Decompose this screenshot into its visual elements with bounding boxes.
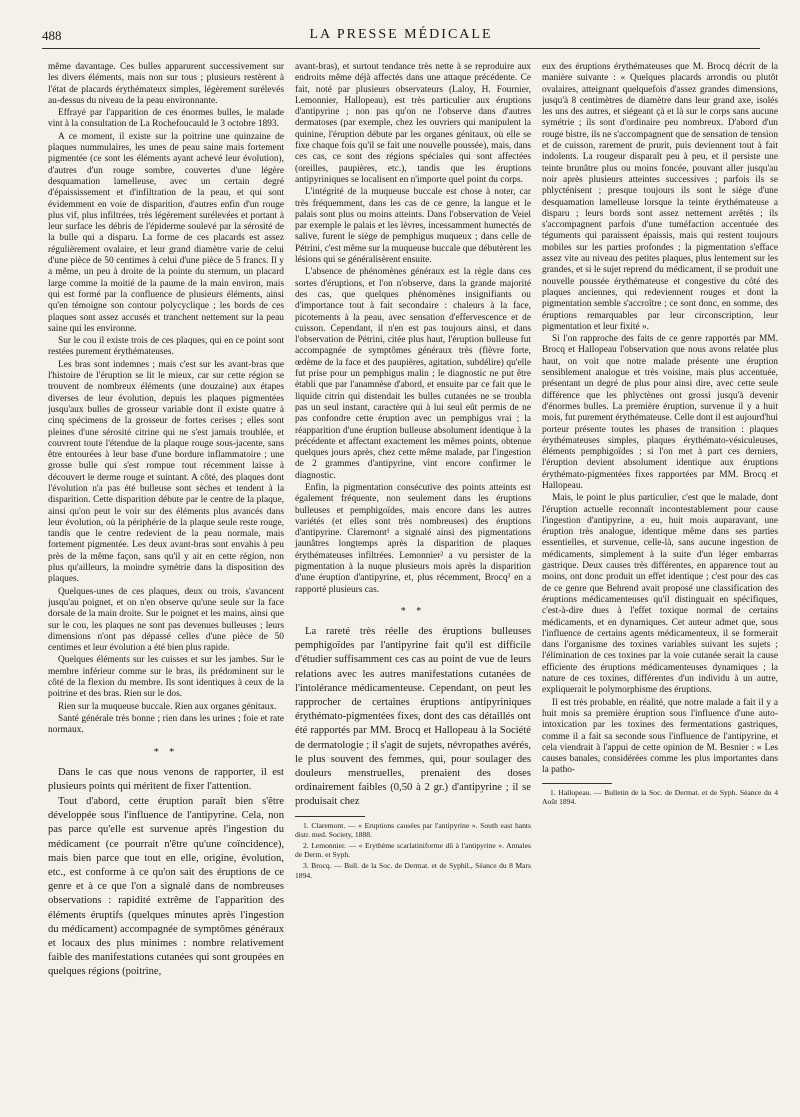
paragraph: avant-bras), et surtout tendance très nette à se reproduire aux endroits même déjà affectés dans une attaque précédente. Ce fait, noté par plusieurs observateurs (Laloy, H. Fournier, Lemonnier, Hallopeau), est très particulier aux éruptions d'antipyrine ; non pas qu'on ne l'observe dans d'autres dermatoses (par exemple, chez les ouvriers qui manipulent la quinine, l'éruption débute par les organes génitaux, où elle se fixe chaque fois qu'il se fait une nouvelle poussée), mais, dans ces cas, ce sont des régions spéciales qui sont affectées (oreilles, paupières, etc.), tandis que les éruptions antipyriniques se localisent en n'importe quel point du corps. [295,62,531,185]
page-number: 488 [42,28,62,43]
paragraph: A ce moment, il existe sur la poitrine une quinzaine de plaques nummulaires, les unes de peau saine mais fortement pigmentée (ce sont les éléments ayant achevé leur évolution), d'autres d'un rouge sombre, couvertes d'une légère desquamation lamelleuse, avec un certain degré d'épaississement et d'infiltration de la peau, et qui sont évidemment en voie de disparition, d'autres enfin d'un rouge plus vif, plus infiltrées, très légèrement surélevées et portant à leur surface les débris de l'épiderme soulevé par la sérosité de la bulle qui a disparu. La forme de ces placards est assez régulièrement ovalaire, et leur grand diamètre varie de celui d'une pièce de 50 centimes à celui d'une pièce de 5 francs. Il y a même, un peu à droite de la pointe du sternum, un placard large comme la moitié de la paume de la main environ, mais qui est formé par la confluence de plusieurs éléments, ainsi qu'en témoigne son contour polycyclique ; les bords de ces plaques sont assez accusés et tranchent nettement sur la peau saine qui les environne. [48,131,284,334]
paragraph: Tout d'abord, cette éruption paraît bien s'être développée sous l'influence de l'antipyrine. Cela, non pas parce qu'elle est survenue après l'ingestion du médicament (ce pourrait n'être qu'une coïncidence), mais bien parce que tout en elle, origine, évolution, etc., est conforme à ce qu'on sait des éruptions de ce genre et à ce que l'on a signalé dans de nombreuses observations : rapidité extrême de l'apparition des éléments éruptifs (quelques minutes après l'ingestion du médicament) accompagnée de symptômes généraux et locaux des plus minimes : nombre relativement faible des manifestations cutanées qui sont groupées en quelques régions (poitrine, [48,795,284,978]
footnote: 3. Brocq. — Bull. de la Soc. de Dermat. et de Syphil., Séance du 8 Mars 1894. [295,861,531,880]
paragraph: même davantage. Ces bulles apparurent successivement sur les divers éléments, mais non sur tous ; plusieurs restèrent à l'état de placards érythémateux simples, légèrement surélevés au-dessus du niveau de la peau environnante. [48,62,284,106]
footnote: 2. Lemonnier. — « Erythème scarlatiniforme dû à l'antipyrine ». Annales de Derm. et Syph. [295,841,531,860]
paragraph: Santé générale très bonne ; rien dans les urines ; foie et rate normaux. [48,713,284,736]
paragraph: Quelques éléments sur les cuisses et sur les jambes. Sur le membre inférieur comme sur le bras, ils prédominent sur le côté de la flexion du membre. Ils sont identiques à ceux de la poitrine et des bras. Rien sur le dos. [48,655,284,700]
footnote-rule [542,783,612,784]
section-separator: * * [153,746,179,758]
paragraph: Les bras sont indemnes ; mais c'est sur les avant-bras que l'histoire de l'éruption se lit le mieux, car sur cette région se trouvent de nombreux éléments (une douzaine) aux étapes diverses de leur évolution, depuis les plaques pigmentées jusqu'aux bulles de grosseur variable dont il existe quatre à cinq spécimens de la grosseur de fortes cerises ; elles sont pleines d'une sérosité citrine qui ne s'est jamais troublée, et couvrent toute l'étendue de la plaque rouge sous-jacente, sans être entourées à leur base d'une bordure inflammatoire ; une grosse bulle qui s'est rompue tout récemment laisse à découvert le derme rouge et suintant. A côté, des plaques dont l'évolution n'a pas été bulleuse sont sèches et tendent à la disparition. Cette disparition débute par le centre de la plaque, ainsi qu'on peut le voir sur des éléments plus avancés dans leur évolution, où la périphérie de la plaque seule reste rouge, tandis que le centre redevient de la peau normale, mais fortement pigmentée. Les deux avant-bras sont envahis à peu près de la même façon, sans qu'il y ait en cette région, non plus qu'ailleurs, la moindre symétrie dans la disposition des plaques. [48,359,284,585]
footnote: 1. Hallopeau. — Bulletin de la Soc. de Dermat. et de Syph. Séance du 4 Août 1894. [542,787,778,806]
paragraph: Effrayé par l'apparition de ces énormes bulles, le malade vint à la consultation de La Rochefoucauld le 3 octobre 1893. [48,108,284,130]
paragraph: Quelques-unes de ces plaques, deux ou trois, s'avancent jusqu'au poignet, et on n'en observe qu'une seule sur la face dorsale de la main droite. Sur le poignet et les mains, ainsi que sur le cou, les plaques ne sont pas devenues bulleuses ; leurs dimensions n'ont pas dépassé celles d'une pièce de 50 centimes et leur évolution a été bien plus rapide. [48,586,284,654]
column-1 [48,62,284,1102]
paragraph: L'intégrité de la muqueuse buccale est chose à noter, car très fréquemment, dans les cas de ce genre, la langue et le palais sont plus ou moins atteints. Dans l'observation de Veiel par exemple le palais et les lèvres, incessamment humectés de salive, furent le siège de pemphigus muqueux ; dans celle de Pétrini, c'est même sur la muqueuse buccale que débutèrent les lésions qui se généralisèrent ensuite. [295,187,531,266]
paragraph: Sur le cou il existe trois de ces plaques, qui en ce point sont restées purement érythémateuses. [48,336,284,358]
paragraph: Il est très probable, en réalité, que notre malade a fait il y a huit mois sa première éruption sous l'influence d'une auto-intoxication par les toxines des fermentations gastriques, comme il a fait sa seconde sous l'influence de l'antipyrine, et cela viendrait à l'appui de cette opinion de M. Besnier : « Les causes banales, considérées comme les plus importantes dans la patho- [542,697,778,776]
running-title: LA PRESSE MÉDICALE [309,27,493,42]
paragraph: eux des éruptions érythémateuses que M. Brocq décrit de la manière suivante : « Quelques placards arrondis ou plutôt ovalaires, atteignant quelquefois d'assez grandes dimensions, jusqu'à 8 centimètres de diamètre dans leur grand axe, isolés les uns des autres, et siégeant çà et là sur le corps sans aucune symétrie ; ils sont d'ordinaire peu nombreux. D'abord d'un rouge bistre, ils ne s'accompagnent que de sensation de tension et de cuisson, rarement de prurit, puis deviennent tout à fait indolents. La rougeur disparaît peu à peu, et il persiste une teinte brunâtre plus ou moins foncée, pouvant aller jusqu'au noir après plusieurs atteintes successives ; parfois ils se phlycténisent ; presque toujours ils sont le siège d'une desquamation lamelleuse lorsque la teinte érythémateuse a disparu ; leurs bords sont assez nettement arrêtés ; ils s'accompagnent parfois d'une tuméfaction accentuée des téguments qui paraissent épaissis, mais qui restent toujours mobiles sur les parties profondes ; la pigmentation s'efface assez vite au niveau des petites plaques, plus lentement sur les grandes, et si le sujet reprend du médicament, il se produit une nouvelle poussée érythémateuse et congestive du côté des plaques anciennes, qui redeviennent rouges et dont la pigmentation semble s'accroître ; ce sont donc, en somme, des éruptions remarquables par leur circonscription, leur pigmentation et leur fixité ». [542,62,778,332]
paragraph: Dans le cas que nous venons de rapporter, il est plusieurs points qui méritent de fixer l'attention. [48,766,284,792]
footnote-rule [295,816,365,817]
paragraph: L'absence de phénomènes généraux est la règle dans ces sortes d'éruptions, et l'on n'observe, dans la grande majorité des cas, que quelques phénomènes insignifiants ou d'importance tout à fait secondaire : chaleurs à la face, picotements à la peau, avec sensation d'effervescence et de cuisson. Cependant, il n'en est pas toujours ainsi, et dans l'observation de Pétrini, citée plus haut, l'éruption bulleuse fut accompagnée de symptômes généraux très (fièvre forte, œdème de la face et des paupières, agitation, subdélire) qu'elle fut prise pour un pemphigus malin ; le diagnostic ne put être établi que par l'anamnèse d'abord, et ensuite par ce fait que le liquide citrin qui distendait les bulles cutanées ne se troubla pas un seul instant, caractère qui à lui seul eût permis de ne pas confondre cette éruption avec un pemphigus vrai ; la réapparition d'une éruption bulleuse absolument identique à la précédente et affectant exactement les mêmes points, obtenue quelques jours après, chez cette même malade, par l'ingestion de 2 grammes d'antipyrine, vint encore confirmer le diagnostic. [295,267,531,481]
column-2 [295,62,531,1102]
paragraph: Mais, le point le plus particulier, c'est que le malade, dont l'éruption actuelle reconnaît incontestablement pour cause l'ingestion d'antipyrine, a eu, huit mois auparavant, une éruption très analogue, identique même dans ses parties essentielles, et survenue, celle-là, sans aucune ingestion de médicaments, simplement à la suite d'un léger embarras gastrique. Deux causes très différentes, en apparence tout au moins, ont donc produit un effet identique ; c'est pour des cas de ce genre que Behrend avait proposé une classification des éruptions médicamenteuses qu'il distinguait en spécifiques, c'est-à-dire dues à l'effet toxique normal de certains médicaments, et en dynamiques. Cet auteur admet que, sous l'influence de certains agents médicamenteux, il se formerait dans l'organisme des toxines variables suivant les sujets ; l'élimination de ces toxines par la voie cutanée serait la cause efficiente des éruptions médicamenteuses dynamiques ; la nature de ces toxines, différentes d'un individu à un autre, expliquerait le polymorphisme des éruptions. [542,493,778,696]
paragraph: Enfin, la pigmentation consécutive des points atteints est également fréquente, non seulement dans les éruptions bulleuses et pemphigoïdes, mais encore dans les autres variétés (et elles sont très nombreuses) des éruptions d'antipyrine. Claremont¹ a signalé ainsi des pigmentations jaunâtres longtemps après la disparition de plaques érythémateuses infiltrées. Lemonnier² a vu persister de la pigmentation à la nuque plusieurs mois après la disparition d'une éruption d'antipyrine, et, plus récemment, Brocq³ en a rapporté plusieurs cas. [295,482,531,595]
paragraph: Rien sur la muqueuse buccale. Rien aux organes génitaux. [58,701,277,712]
footnote: 1. Claremont. — « Eruptions causées par l'antipyrine ». South east hants distr. med. Society, 1888. [295,820,531,839]
paragraph: La rareté très réelle des éruptions bulleuses pemphigoïdes par l'antipyrine fait qu'il est difficile d'étudier suffisamment ces cas au point de vue de leurs relations avec les autres manifestations cutanées de l'intolérance médicamenteuse. Cependant, on peut les rapprocher de certaines éruptions antipyriniques érythémato-pigmentées fixes, dont des cas détaillés ont été rapportés par MM. Brocq et Hallopeau à la Société de dermatologie ; il s'agit de sujets, névropathes avérés, le plus souvent des femmes, qui, pour soulager des douleurs menstruelles, prenaient des doses ordinairement faibles (0,50 à 2 gr.) d'antipyrine ; il se produisait chez [295,625,531,808]
column-3 [542,62,778,1102]
paragraph: Si l'on rapproche des faits de ce genre rapportés par MM. Brocq et Hallopeau l'observation que nous avons relatée plus haut, on voit que notre malade présente une éruption sensiblement analogue et très voisine, mais plus accentuée, présentant un degré de plus pour ainsi dire, avec cette seule différence que les phlyctènes ont grossi jusqu'à devenir d'énormes bulles. La première éruption, survenue il y a huit mois, fut purement érythémateuse. Celle dont il est aujourd'hui porteur présente toutes les phases de transition : plaques érythémateuses simples, plaques érythémato-vésiculeuses, éléments pemphigoïdes ; si l'on met à part ces derniers, l'éruption devient absolument identique aux éruptions érythémato-pigmentées fixes rapportées par MM. Brocq et Hallopeau. [542,334,778,491]
page-header [42,26,760,49]
section-separator: * * [400,605,426,617]
